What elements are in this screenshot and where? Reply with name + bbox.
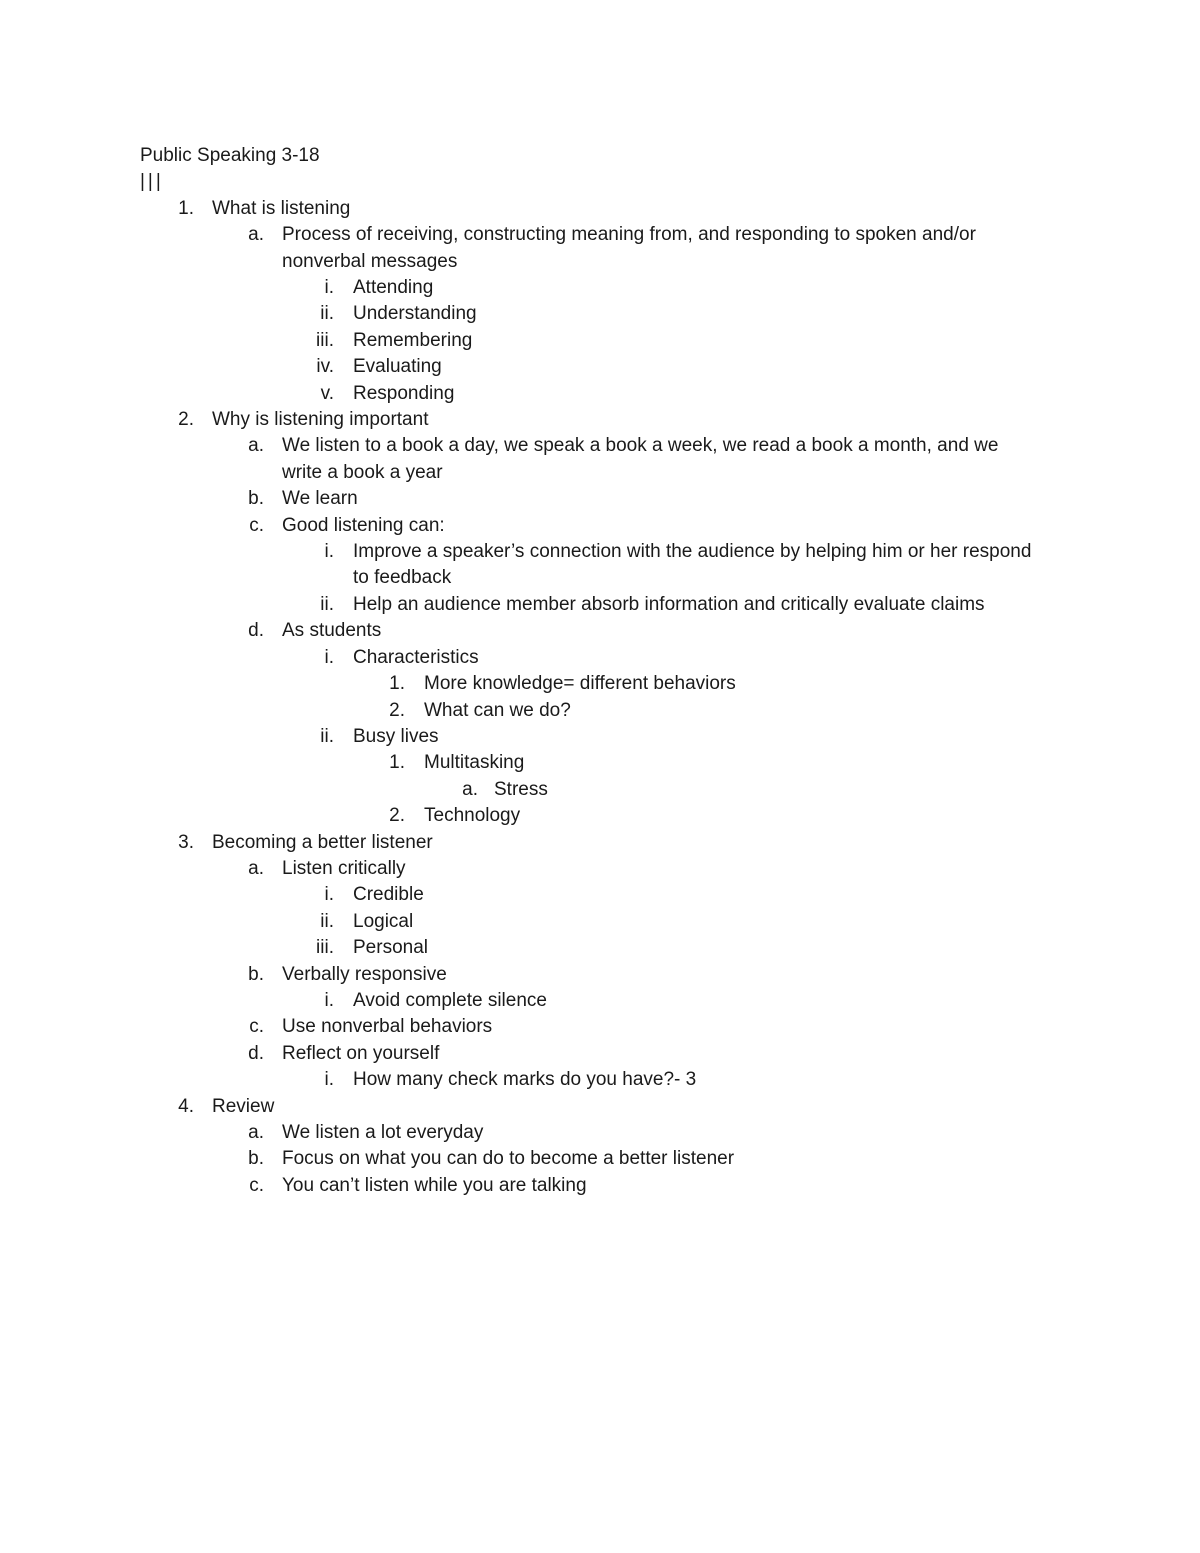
outline-item-text: We listen to a book a day, we speak a book a week, we read a book a month, and we write a book a year [282,435,999,483]
outline-item-level-3 [140,988,1040,1014]
outline-item-level-2 [140,222,1040,275]
outline-item-text: Help an audience member absorb information and critically evaluate claims [353,593,985,615]
outline-item-marker: 1. [178,197,194,219]
outline-item-marker: a. [248,224,264,246]
outline-item-marker: 2. [178,409,194,431]
outline-item-text: As students [282,620,382,642]
outline-item-level-5 [140,777,1040,803]
outline-item-text: Attending [353,277,434,298]
outline-item-text: What can we do? [424,699,571,721]
outline-item-level-1 [140,830,1040,856]
outline-item-level-2 [140,962,1040,988]
outline-item-text: What is listening [212,197,351,219]
outline-item-text: Focus on what you can do to become a better listener [282,1148,735,1170]
document-title: Public Speaking 3-18 [140,145,320,166]
outline-item-text: Review [212,1095,275,1117]
outline-item-text: More knowledge= different behaviors [424,673,736,695]
outline-item-text: You can’t listen while you are talking [282,1174,587,1196]
outline-item-text: Remembering [353,329,473,351]
outline-item-marker: i. [324,541,334,563]
outline-list [140,196,1040,1199]
outline-item-marker: b. [248,1148,264,1170]
outline-item-level-3 [140,882,1040,908]
outline-item-level-1 [140,1094,1040,1120]
outline-item-text: Understanding [353,303,477,325]
outline-item-level-1 [140,196,1040,222]
outline-item-marker: 2. [389,805,405,827]
outline-item-level-2 [140,1014,1040,1040]
outline-item-level-2 [140,1041,1040,1067]
outline-item-level-2 [140,618,1040,644]
outline-item-marker: iii. [316,937,334,959]
outline-item-marker: iii. [316,329,334,351]
outline-item-level-2 [140,486,1040,512]
outline-item-level-4 [140,750,1040,776]
outline-item-text: Process of receiving, constructing meaning from, and responding to spoken and/or nonverbal messages [282,224,976,272]
outline-item-text: Good listening can: [282,514,445,536]
outline-item-marker: c. [249,514,264,536]
outline-item-text: Improve a speaker’s connection with the audience by helping him or her respond to feedback [353,541,1032,589]
outline-item-level-2 [140,1173,1040,1199]
outline-item-text: Responding [353,382,455,404]
outline-item-text: How many check marks do you have?- 3 [353,1069,697,1091]
outline-item-marker: d. [248,1042,264,1064]
outline-item-marker: i. [324,989,334,1011]
outline-item-marker: i. [324,1069,334,1091]
outline-item-marker: ii. [320,593,334,615]
outline-item-text: Credible [353,884,424,906]
outline-item-marker: a. [462,778,478,800]
outline-item-level-3 [140,1067,1040,1093]
outline-item-text: Use nonverbal behaviors [282,1016,493,1038]
outline-item-level-3 [140,645,1040,671]
outline-item-level-2 [140,433,1040,486]
outline-item-level-3 [140,301,1040,327]
outline-item-marker: i. [324,646,334,668]
outline-item-level-3 [140,354,1040,380]
outline-item-level-3 [140,724,1040,750]
outline-item-marker: b. [248,488,264,510]
outline-item-marker: a. [248,857,264,879]
outline-item-level-3 [140,935,1040,961]
outline-item-marker: a. [248,1122,264,1143]
outline-item-marker: v. [320,382,334,404]
outline-item-marker: i. [324,277,334,298]
document-body [140,143,1040,1199]
outline-item-text: Characteristics [353,646,479,668]
outline-item-level-3 [140,381,1040,407]
outline-item-text: Verbally responsive [282,963,447,985]
outline-item-text: Why is listening important [212,409,429,431]
outline-item-marker: b. [248,963,264,985]
outline-item-marker: c. [249,1174,264,1196]
outline-item-marker: ii. [320,910,334,932]
outline-item-text: Becoming a better listener [212,831,433,853]
outline-item-marker: 2. [389,699,405,721]
outline-item-text: Logical [353,910,414,932]
outline-item-level-4 [140,698,1040,724]
outline-item-text: Stress [494,778,548,800]
outline-item-level-2 [140,1146,1040,1172]
outline-item-level-2 [140,1120,1040,1146]
outline-item-marker: ii. [320,725,334,747]
outline-item-level-4 [140,671,1040,697]
outline-item-text: We learn [282,488,358,510]
outline-item-text: Technology [424,805,521,827]
outline-item-level-3 [140,592,1040,618]
outline-item-text: Reflect on yourself [282,1042,440,1064]
outline-item-marker: a. [248,435,264,457]
outline-item-text: We listen a lot everyday [282,1122,484,1143]
outline-item-marker: i. [324,884,334,906]
outline-item-text: Listen critically [282,857,406,879]
outline-item-text: Evaluating [353,356,442,378]
outline-item-level-3 [140,909,1040,935]
outline-item-level-3 [140,328,1040,354]
outline-item-level-3 [140,275,1040,301]
outline-item-text: Personal [353,937,428,959]
outline-item-level-2 [140,513,1040,539]
outline-item-marker: 4. [178,1095,194,1117]
outline-item-marker: iv. [316,356,334,378]
outline-item-marker: ii. [320,303,334,325]
outline-item-level-1 [140,407,1040,433]
outline-item-level-2 [140,856,1040,882]
vertical-bars-line: ||| [140,171,164,193]
outline-item-text: Busy lives [353,725,439,747]
outline-item-text: Multitasking [424,752,525,774]
outline-item-marker: 1. [389,673,405,695]
outline-item-text: Avoid complete silence [353,989,547,1011]
outline-item-level-3 [140,539,1040,592]
outline-item-marker: c. [249,1016,264,1038]
outline-item-marker: 3. [178,831,194,853]
outline-item-marker: d. [248,620,264,642]
outline-item-level-4 [140,803,1040,829]
outline-item-marker: 1. [389,752,405,774]
